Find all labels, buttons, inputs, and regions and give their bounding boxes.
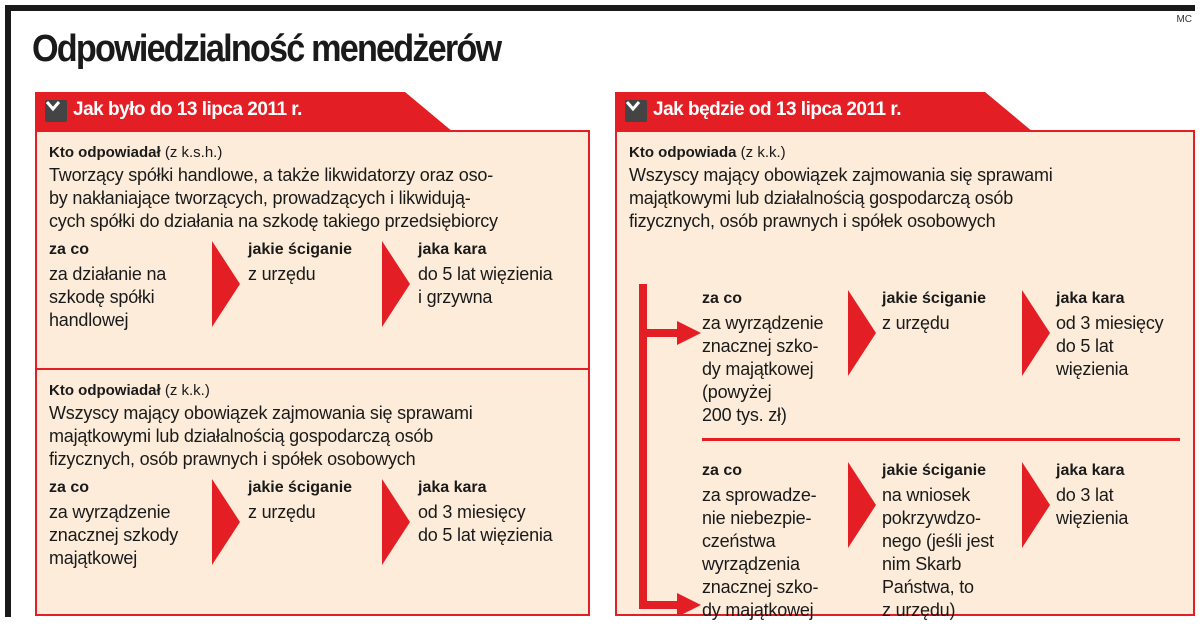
chevron-down-icon [45,100,67,122]
panel-after [615,92,1195,620]
kara-line: do 5 lat więzienia [418,264,553,284]
sciganie-line: pokrzywdzo- [882,508,981,528]
za-co-text [702,312,823,427]
red-triangle-arrow-icon [212,241,242,327]
za-co-line: za wyrządzenie [49,502,171,522]
case-divider [702,438,1180,441]
chevron-down-icon [625,100,647,122]
kara-label: jaka kara [1056,290,1125,307]
za-co-line: wyrządzenia [702,554,800,574]
red-triangle-arrow-icon [1022,462,1052,548]
kara-text [418,263,553,309]
za-co-line: za działanie na [49,264,167,284]
sciganie-label: jakie ściganie [882,462,987,479]
za-co-line: dy majątkowej [702,359,814,379]
sciganie-text [882,484,994,622]
description-line: cych spółki do działania na szkodę takiego przedsiębiorcy [49,211,498,231]
kara-line: i grzywna [418,287,493,307]
details-grid [49,233,576,343]
za-co-line: (powyżej [702,382,772,402]
sciganie-line: z urzędu [882,313,950,333]
tab-after-label: Jak będzie od 13 lipca 2011 r. [653,99,901,120]
description-line: by nakłaniające tworzących, prowadzących i likwidują- [49,188,471,208]
who-description [49,402,576,471]
frame-left-rule [5,5,11,617]
za-co-text [49,501,178,570]
za-co-text [49,263,166,332]
description-line: Wszyscy mający obowiązek zajmowania się sprawami [629,165,1053,185]
red-triangle-arrow-icon [382,479,412,565]
za-co-text [702,484,818,622]
description-line: majątkowymi lub działalnością gospodarczą osób [49,426,434,446]
tab-before [35,92,590,130]
who-heading [49,382,576,399]
za-co-label: za co [702,290,743,307]
za-co-label: za co [49,479,90,496]
kara-line: od 3 miesięcy [418,502,526,522]
za-co-line: za sprowadze- [702,485,817,505]
who-label: Kto odpowiada [629,144,737,161]
description-line: Wszyscy mający obowiązek zajmowania się sprawami [49,403,473,423]
sciganie-label: jakie ściganie [248,479,353,496]
who-description [49,164,576,233]
sciganie-line: na wniosek [882,485,971,505]
za-co-label: za co [49,241,90,258]
description-line: majątkowymi lub działalnością gospodarczą osób [629,188,1014,208]
section-ksh [37,132,588,368]
who-description [629,164,1181,233]
credit: MC [1176,14,1192,25]
kara-line: do 5 lat więzienia [418,525,553,545]
sciganie-label: jakie ściganie [882,290,987,307]
panel-before [35,92,590,616]
sciganie-line: Państwa, to [882,577,974,597]
sciganie-label: jakie ściganie [248,241,353,258]
kara-text [418,501,553,547]
sciganie-line: nego (jeśli jest [882,531,994,551]
case-damage [702,290,1182,435]
kara-line: więzienia [1056,359,1129,379]
sciganie-line: z urzędu) [882,600,956,620]
sciganie-line: z urzędu [248,264,316,284]
za-co-line: znacznej szkody [49,525,179,545]
who-heading [49,144,576,161]
who-label: Kto odpowiadał [49,382,161,399]
za-co-line: handlowej [49,310,129,330]
za-co-line: dy majątkowej [702,600,814,620]
za-co-line: majątkowej [49,548,138,568]
who-source: (z k.k.) [164,382,210,399]
kara-text [1056,484,1128,530]
kara-line: do 3 lat [1056,485,1114,505]
sciganie-line: nim Skarb [882,554,962,574]
za-co-line: szkodę spółki [49,287,155,307]
red-triangle-arrow-icon [212,479,242,565]
kara-label: jaka kara [418,241,487,258]
details-grid [49,471,576,571]
branch-connector [639,284,709,614]
za-co-line: za wyrządzenie [702,313,824,333]
case-danger [702,462,1182,620]
panel-before-box [35,130,590,616]
za-co-line: znacznej szko- [702,577,819,597]
red-triangle-arrow-icon [848,462,878,548]
who-label: Kto odpowiadał [49,144,161,161]
tab-after [615,92,1195,130]
red-triangle-arrow-icon [848,290,878,376]
red-triangle-arrow-icon [382,241,412,327]
za-co-line: 200 tys. zł) [702,405,787,425]
who-source: (z k.k.) [740,144,786,161]
sciganie-text [248,501,315,524]
tab-before-label: Jak było do 13 lipca 2011 r. [73,99,302,120]
za-co-label: za co [702,462,743,479]
kara-line: od 3 miesięcy [1056,313,1164,333]
section-kk-new [617,132,1193,233]
who-heading [629,144,1181,161]
description-line: Tworzący spółki handlowe, a także likwidatorzy oraz oso- [49,165,493,185]
panel-after-box [615,130,1195,620]
za-co-line: czeństwa [702,531,776,551]
za-co-line: znacznej szko- [702,336,819,356]
kara-label: jaka kara [418,479,487,496]
kara-line: do 5 lat [1056,336,1114,356]
description-line: fizycznych, osób prawnych i spółek osobowych [629,211,996,231]
section-kk [37,370,588,592]
sciganie-text [248,263,315,286]
kara-text [1056,312,1163,381]
kara-line: więzienia [1056,508,1129,528]
red-triangle-arrow-icon [1022,290,1052,376]
page-title: Odpowiedzialność menedżerów [32,28,501,70]
za-co-line: nie niebezpie- [702,508,812,528]
sciganie-line: z urzędu [248,502,316,522]
who-source: (z k.s.h.) [164,144,223,161]
sciganie-text [882,312,949,335]
description-line: fizycznych, osób prawnych i spółek osobowych [49,449,416,469]
frame-top-rule [5,5,1195,11]
kara-label: jaka kara [1056,462,1125,479]
